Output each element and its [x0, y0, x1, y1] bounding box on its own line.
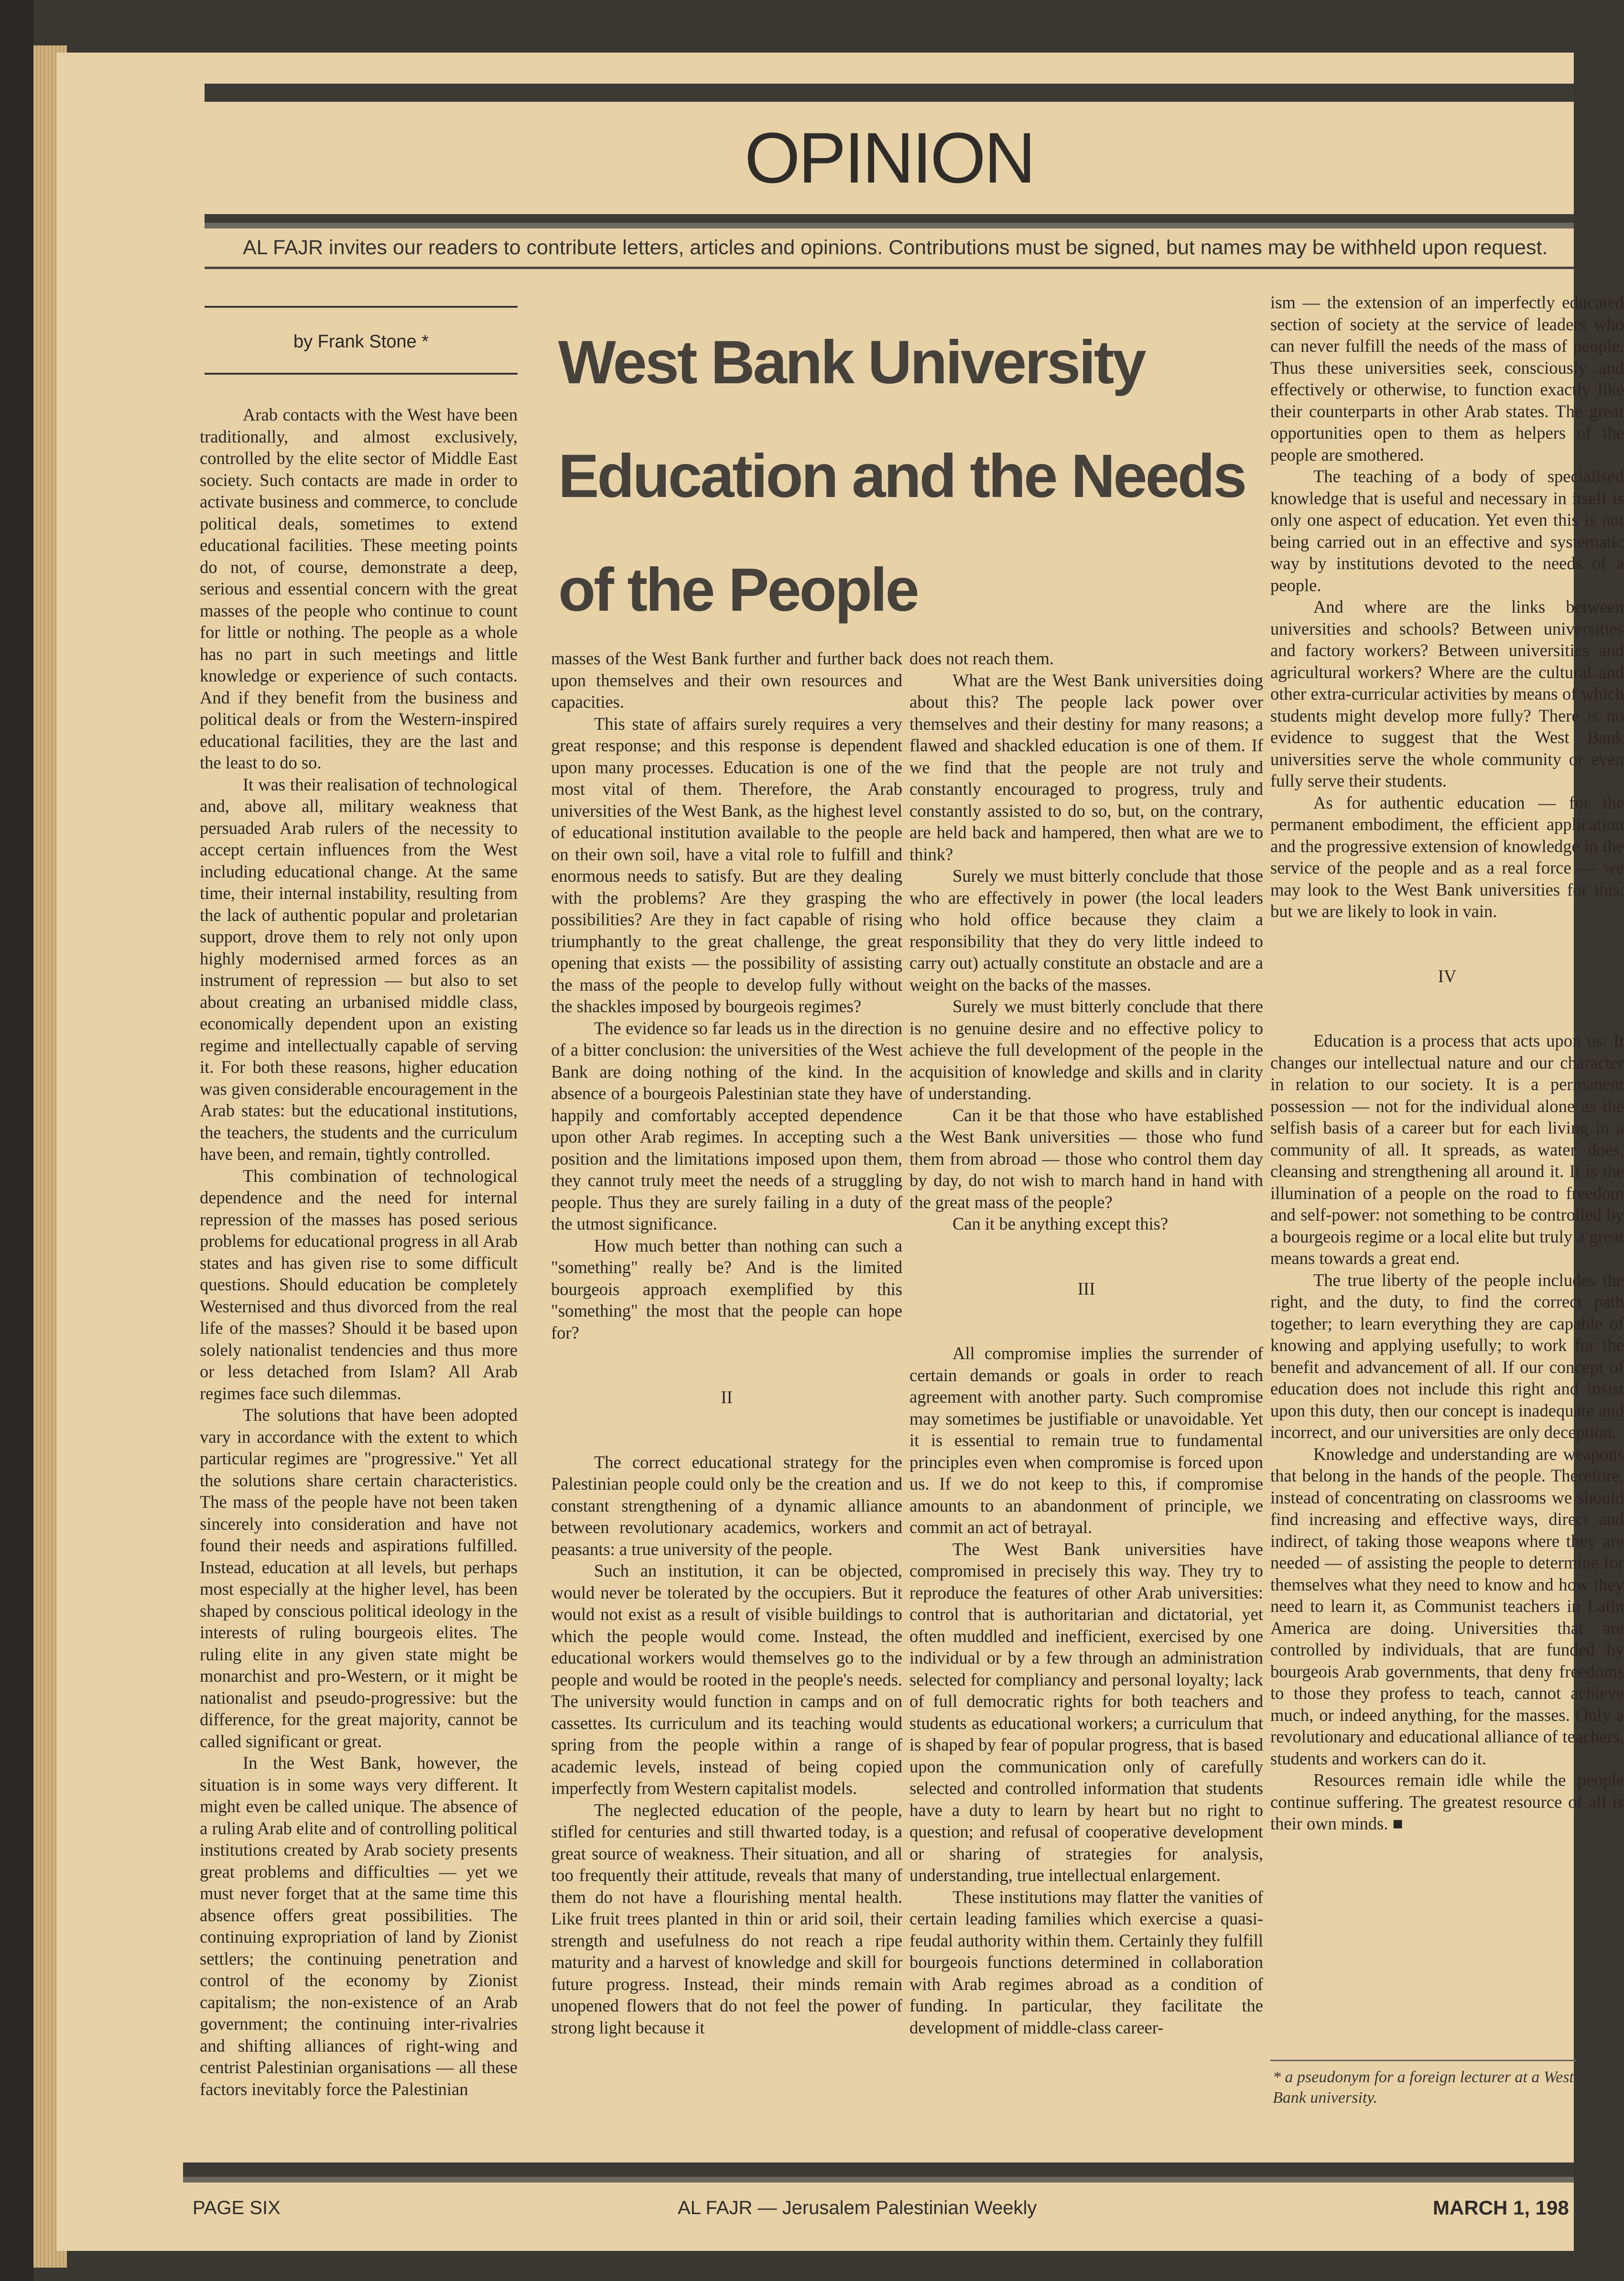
paragraph: masses of the West Bank further and further back upon themselves and their own resources and capacities.	[551, 649, 902, 712]
paragraph: Can it be that those who have established the West Bank universities — those who fund them from abroad — those who control them day by day, do not wish to march hand in hand with the great mass of the people?	[909, 1105, 1263, 1212]
column-3	[909, 648, 1263, 2191]
binder-edge	[0, 0, 33, 2281]
paragraph: In the West Bank, however, the situation is in some ways very different. It might even be called unique. The absence of a ruling Arab elite and of controlling political institutions created by Arab society presents great problems and difficulties — yet we must never forget that at the same time this absence offers great possibilities. The continuing expropriation of land by Zionist settlers; the continuing penetration and control of the economy by Zionist capitalism; the non-existence of an Arab government; the continuing inter-rivalries and shifting alliances of right-wing and centrist Palestinian organisations — all these factors inevitably force the Palestinian	[200, 1753, 518, 2099]
paragraph: The solutions that have been adopted vary in accordance with the extent to which particular regimes are "progressive." Yet all the solutions share certain characteristics. The mass of the people have not been taken sincerely into consideration and have not found their needs and aspirations fulfilled. Instead, education at all levels, but perhaps most especially at the higher level, has been shaped by conscious political ideology in the interests of ruling bourgeois elites. The ruling elite in any given state might be monarchist and pro-Western, or it might be nationalist and pseudo-progressive: but the difference, for the great majority, cannot be called significant or great.	[200, 1405, 518, 1751]
paragraph: Can it be anything except this?	[953, 1214, 1169, 1233]
headline: West Bank University Education and the Needs of the People	[558, 328, 1245, 624]
paragraph: Arab contacts with the West have been traditionally, and almost exclusively, controlled by the elite sector of Middle East society. Such contacts are made in order to activate business and commerce, to conclude political deals, sometimes to extend educational facilities. These meeting points do not, of course, demonstrate a deep, serious and essential concern with the great masses of the people who continue to count for little or nothing. The people as a whole has no part in such meetings and little knowledge or experience of such contacts. And if they benefit from the business and political deals or from the Western-inspired educational facilities, they are the last and the least to do so.	[200, 405, 518, 772]
column-4	[1270, 292, 1624, 2045]
footnote-rule	[1270, 2060, 1576, 2061]
issue-date: MARCH 1, 198	[1433, 2196, 1569, 2219]
bottom-rule	[183, 2162, 1574, 2183]
paragraph: Education is a process that acts upon us. It changes our intellectual nature and our character in relation to our society. It is a permanent possession — not for the individual alone as the selfish basis of a career but for each living in a community of all. It spreads, as water does, cleansing and strengthening all around it. It is the illumination of a people on the road to freedom and self-power: not something to be controlled by a bourgeois regime or a local elite but truly a great means towards a great end.	[1270, 1031, 1624, 1268]
paragraph: The true liberty of the people includes the right, and the duty, to find the correct path together; to learn everything they are capable of knowing and applying usefully; to work for the benefit and advancement of all. If our concept of education does not include this right and insist upon this duty, then our concept is inadequate and incorrect, and our universities are only deception.	[1270, 1270, 1624, 1442]
paragraph: This state of affairs surely requires a very great response; and this response is dependent upon many processes. Education is one of the most vital of them. Therefore, the Arab universities of the West Bank, as the highest level of educational institution available to the people on their own soil, have a vital role to fulfill and enormous needs to satisfy. But are they dealing with the problems? Are they grasping the possibilities? Are they in fact capable of rising triumphantly to the great challenge, the great opening that exists — the possibility of assisting the mass of the people to develop fully without the shackles imposed by bourgeois regimes?	[551, 713, 902, 1016]
paragraph: The correct educational strategy for the Palestinian people could only be the creation and constant strengthening of a dynamic alliance between revolutionary academics, workers and peasants: a true university of the people.	[551, 1452, 902, 1559]
paragraph: The West Bank universities have compromised in precisely this way. They try to reproduce the features of other Arab universities: control that is authoritarian and dictatorial, yet often muddled and inefficient, exercised by one individual or by a few through an administration selected for compliancy and personal loyalty; lack of full democratic rights for both teachers and students as educational workers; a curriculum that is shaped by fear of popular progress, that is based upon the communication only of carefully selected and controlled information that students have a duty to learn by heart but no right to question; and refusal of cooperative development or sharing of strategies for analysis, understanding, true intellectual enlargement.	[909, 1539, 1263, 1885]
paragraph: Resources remain idle while the people continue suffering. The greatest resource of all is their own minds. ■	[1270, 1770, 1624, 1833]
paragraph: ism — the extension of an imperfectly educated section of society at the service of leaders who can never fulfill the needs of the mass of people. Thus these universities seek, consciously and effectively or otherwise, to function exactly like their counterparts in other Arab states. The great opportunities open to them as helpers of the people are smothered.	[1270, 292, 1624, 465]
byline-rule-bottom	[205, 373, 518, 375]
publication-name: AL FAJR — Jerusalem Palestinian Weekly	[678, 2197, 1037, 2218]
section-band	[205, 214, 1574, 228]
invitation-rule	[205, 267, 1574, 269]
section-heading-ii: II	[721, 1387, 733, 1407]
paragraph: How much better than nothing can such a "something" really be? And is the limited bourgeois approach exemplified by this "something" the most that the people can hope for?	[551, 1235, 902, 1342]
byline: by Frank Stone *	[293, 332, 429, 352]
invitation-line: AL FAJR invites our readers to contribute letters, articles and opinions. Contributions must be signed, but names may be withheld upon request.	[243, 236, 1548, 259]
section-title: OPINION	[744, 118, 1034, 198]
paragraph: Knowledge and understanding are weapons that belong in the hands of the people. Therefore, instead of concentrating on classrooms we should find increasing and effective ways, direct and indirect, of taking those weapons where they are needed — of assisting the people to determine for themselves what they need to know and how they need to learn it, as Communist teachers in Latin America are doing. Universities that are controlled by individuals, that are funded by bourgeois Arab governments, that deny freedoms to those they profess to teach, cannot achieve much, or indeed anything, for the masses. Only a revolutionary and educational alliance of teachers, students and workers can do it.	[1270, 1444, 1624, 1768]
paragraph: This combination of technological dependence and the need for internal repression of the masses has posed serious problems for educational progress in all Arab states and has given rise to some difficult questions. Should education be completely Westernised and thus divorced from the real life of the masses? Should it be based upon solely nationalist tendencies and thus more or less detached from Islam? All Arab regimes face such dilemmas.	[200, 1166, 518, 1403]
paragraph: Such an institution, it can be objected, would never be tolerated by the occupiers. But it would not exist as a result of visible buildings to which the people would come. Instead, the educational workers would themselves go to the people and would be rooted in the people's needs. The university would function in camps and on cassettes. Its curriculum and its teaching would spring from the people within a range of academic levels, instead of being copied imperfectly from Western capitalist models.	[551, 1561, 902, 1798]
author-footnote: * a pseudonym for a foreign lecturer at a West Bank university.	[1273, 2068, 1574, 2107]
paragraph: Surely we must bitterly conclude that there is no genuine desire and no effective policy to achieve the full development of the people in the acquisition of knowledge and skills and in clarity of understanding.	[909, 996, 1263, 1103]
paragraph: Surely we must bitterly conclude that those who are effectively in power (the local leaders who hold office because they claim a responsibility that they do very little indeed to carry out) actually constitute an obstacle and are a weight on the backs of the masses.	[909, 866, 1263, 995]
section-heading-iv: IV	[1438, 966, 1457, 986]
column-1	[200, 404, 518, 2191]
paragraph: As for authentic education — for the permanent embodiment, the efficient application and the progressive extension of knowledge in the service of the people and as a real force — we may look to the West Bank universities for this, but we are likely to look in vain.	[1270, 792, 1624, 921]
byline-rule-top	[205, 306, 518, 308]
page-number: PAGE SIX	[193, 2197, 281, 2218]
top-rule	[205, 84, 1574, 102]
section-heading-iii: III	[1077, 1278, 1095, 1298]
paragraph: And where are the links between universities and schools? Between universities and factory workers? Between universities and agricultural workers? Where are the cultural and other extra-curricular activities by means of which students might develop more fully? There is no evidence to suggest that the West Bank universities serve the whole community or even fully serve their students.	[1270, 597, 1624, 790]
paragraph: All compromise implies the surrender of certain demands or goals in order to reach agreement with another party. Such compromise may sometimes be justifiable or unavoidable. Yet it is essential to remain true to fundamental principles even when compromise is forced upon us. If we do not keep to this, if compromise amounts to an abandonment of principle, we commit an act of betrayal.	[909, 1343, 1263, 1537]
paragraph: The teaching of a body of specialised knowledge that is useful and necessary in itself is only one aspect of education. Yet even this is not being carried out in an effective and systematic way by institutions devoted to the needs of a people.	[1270, 466, 1624, 595]
paragraph: These institutions may flatter the vanities of certain leading families which exercise a quasi-feudal authority within them. Certainly they fulfill bourgeois functions determined in collaboration with Arab regimes abroad as a condition of funding. In particular, they facilitate the development of middle-class career-	[909, 1887, 1263, 2037]
newspaper-page	[56, 53, 1624, 2251]
paragraph: The evidence so far leads us in the direction of a bitter conclusion: the universities of the West Bank are doing nothing of the kind. In the absence of a bourgeois Palestinian state they have happily and comfortably accepted dependence upon other Arab regimes. In accepting such a position and the limitations imposed upon them, they cannot truly meet the needs of a struggling people. Thus they are surely failing in a duty of the utmost significance.	[551, 1018, 902, 1233]
column-2	[551, 648, 902, 2191]
paragraph: does not reach them.	[909, 649, 1054, 668]
paragraph: It was their realisation of technological and, above all, military weakness that persuaded Arab rulers of the necessity to accept certain influences from the West including educational change. At the same time, their internal instability, resulting from the lack of authentic popular and proletarian support, drove them to rely not only upon highly modernised armed forces as an instrument of repression — but also to set about creating an urbanised middle class, economically dependent upon an existing regime and intellectually capable of serving it. For both these reasons, higher education was given considerable encouragement in the Arab states: but the educational institutions, the teachers, the students and the curriculum have been, and remain, tightly controlled.	[200, 774, 518, 1164]
paragraph: The neglected education of the people, stifled for centuries and still thwarted today, is a great source of weakness. Their situation, and all too frequently their attitude, reveals that many of them do not have a flourishing mental health. Like fruit trees planted in thin or arid soil, their strength and usefulness do not reach a ripe maturity and a harvest of knowledge and skill for future progress. Instead, their minds remain unopened flowers that do not feel the power of strong light because it	[551, 1800, 902, 2037]
paragraph: What are the West Bank universities doing about this? The people lack power over themselves and their destiny for many reasons; a flawed and shackled education is one of them. If we find that the people are not truly and constantly encouraged to progress, truly and constantly assisted to do so, but, on the contrary, are held back and hampered, then what are we to think?	[909, 670, 1263, 864]
